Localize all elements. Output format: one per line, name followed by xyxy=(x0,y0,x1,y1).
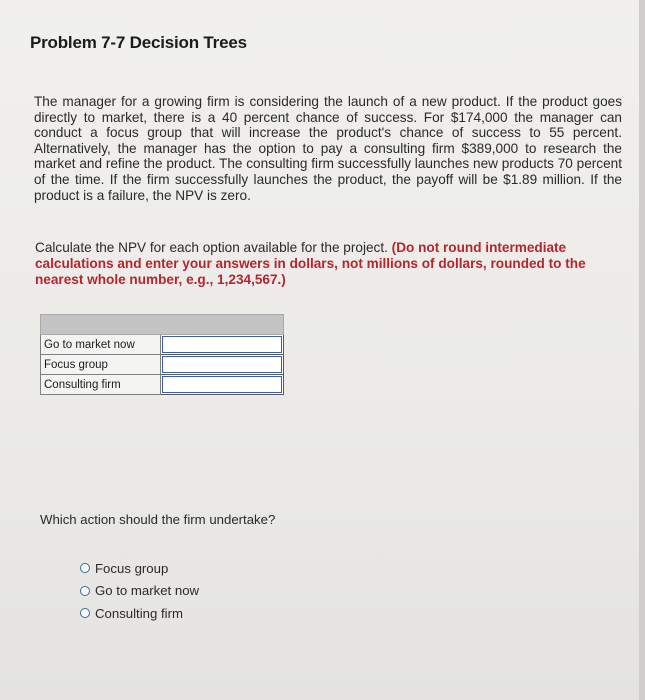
problem-statement: The manager for a growing firm is considering the launch of a new product. If the product goes directly to market, there is a 40 percent chance of success. For $174,000 the manager can conduct a focus group that will increase the product's chance of success to 55 percent. Alternatively, the manager has the option to pay a consulting firm $389,000 to research the market and refine the product. The consulting firm successfully launches new products 70 percent of the time. If the firm successfully launches the product, the payoff will be $1.89 million. If the product is a failure, the NPV is zero. xyxy=(34,94,622,203)
row-label-consulting-firm: Consulting firm xyxy=(41,375,161,395)
instructions-note: (Do not round intermediate calculations and enter your answers in dollars, not millions of dollars, rounded to the nearest whole number, e.g., 1,234,567.) xyxy=(35,240,586,287)
npv-input-focus-group[interactable] xyxy=(162,356,282,373)
instructions-text: Calculate the NPV for each option available for the project. xyxy=(35,240,388,255)
table-row xyxy=(41,355,284,375)
option-label: Go to market now xyxy=(95,583,200,599)
option-label: Consulting firm xyxy=(95,605,183,621)
radio-button-icon[interactable] xyxy=(80,563,90,573)
table-row xyxy=(41,335,284,355)
npv-input-cell-focus-group xyxy=(161,355,284,375)
radio-button-icon[interactable] xyxy=(80,586,90,596)
npv-input-consulting-firm[interactable] xyxy=(162,376,282,393)
npv-input-cell-go-to-market xyxy=(161,335,284,355)
npv-answer-table xyxy=(40,314,284,395)
table-header-row xyxy=(41,315,284,335)
instructions xyxy=(35,240,620,288)
option-focus-group[interactable] xyxy=(80,557,199,580)
npv-input-cell-consulting-firm xyxy=(161,375,284,395)
option-consulting-firm[interactable] xyxy=(80,602,199,625)
row-label-go-to-market: Go to market now xyxy=(41,335,161,355)
radio-button-icon[interactable] xyxy=(80,608,90,618)
decision-options xyxy=(80,557,199,625)
decision-question: Which action should the firm undertake? xyxy=(40,512,276,527)
table-row xyxy=(41,375,284,395)
option-label: Focus group xyxy=(95,560,169,576)
npv-input-go-to-market[interactable] xyxy=(162,336,282,353)
table-header xyxy=(41,315,284,335)
row-label-focus-group: Focus group xyxy=(41,355,161,375)
option-go-to-market-now[interactable] xyxy=(80,580,199,603)
problem-title: Problem 7-7 Decision Trees xyxy=(30,33,247,52)
